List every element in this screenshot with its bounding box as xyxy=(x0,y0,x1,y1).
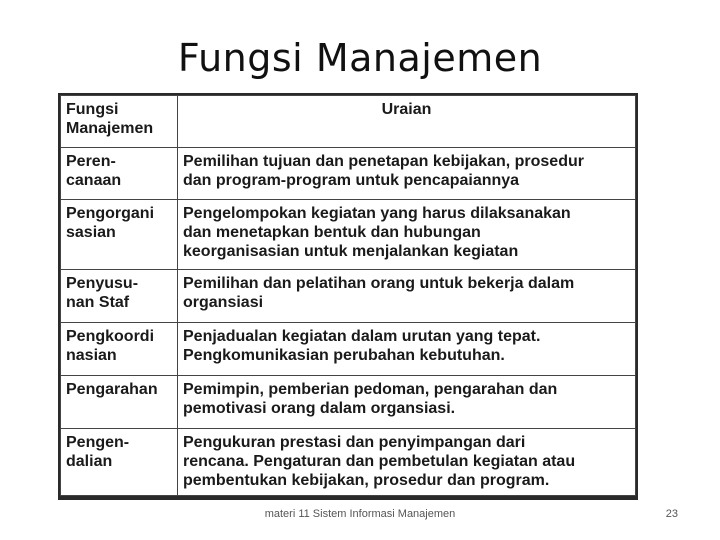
description-cell: Pengelompokan kegiatan yang harus dilaksanakan dan menetapkan bentuk dan hubungan keorganisasian untuk menjalankan kegiatan xyxy=(178,200,636,270)
function-cell: Pengarahan xyxy=(61,376,178,429)
header-function: Fungsi Manajemen xyxy=(61,96,178,148)
description-cell: Pemimpin, pemberian pedoman, pengarahan dan pemotivasi orang dalam organsiasi. xyxy=(178,376,636,429)
page-number: 23 xyxy=(665,508,678,520)
slide-title: Fungsi Manajemen xyxy=(177,36,543,80)
table-row xyxy=(61,323,636,376)
table-row xyxy=(61,376,636,429)
table-row xyxy=(61,148,636,200)
function-cell: Penyusu- nan Staf xyxy=(61,270,178,323)
header-description: Uraian xyxy=(178,96,636,148)
description-cell: Penjadualan kegiatan dalam urutan yang tepat. Pengkomunikasian perubahan kebutuhan. xyxy=(178,323,636,376)
table-grid xyxy=(60,95,636,496)
table-row xyxy=(61,270,636,323)
function-cell: Pengen- dalian xyxy=(61,429,178,496)
footer-text: materi 11 Sistem Informasi Manajemen xyxy=(264,508,456,520)
function-cell: Pengkoordi nasian xyxy=(61,323,178,376)
description-cell: Pemilihan tujuan dan penetapan kebijakan, prosedur dan program-program untuk pencapaiannya xyxy=(178,148,636,200)
function-cell: Pengorgani sasian xyxy=(61,200,178,270)
table-row xyxy=(61,429,636,496)
description-cell: Pemilihan dan pelatihan orang untuk bekerja dalam organsiasi xyxy=(178,270,636,323)
management-functions-table xyxy=(58,93,638,500)
table-header-row xyxy=(61,96,636,148)
function-cell: Peren- canaan xyxy=(61,148,178,200)
table-row xyxy=(61,200,636,270)
description-cell: Pengukuran prestasi dan penyimpangan dari rencana. Pengaturan dan pembetulan kegiatan atau pembentukan kebijakan, prosedur dan program. xyxy=(178,429,636,496)
